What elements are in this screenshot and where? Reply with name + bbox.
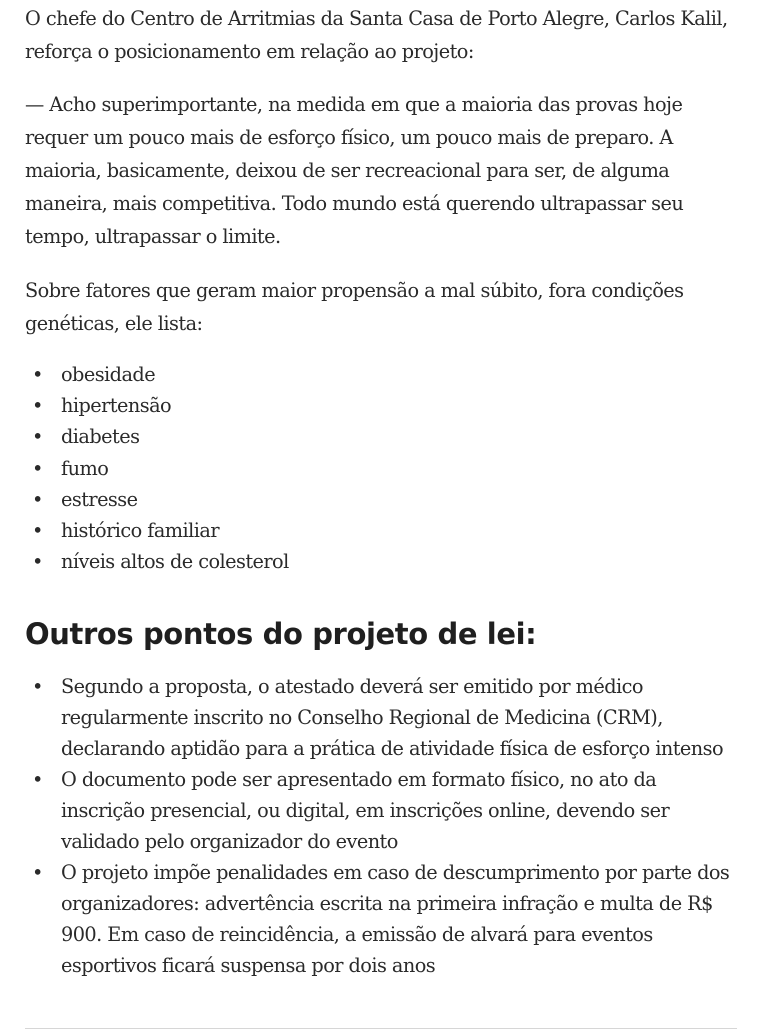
bullet-icon: •: [32, 861, 43, 884]
list-item-text: diabetes: [61, 425, 140, 449]
bullet-icon: •: [32, 425, 43, 449]
list-item-text: obesidade: [61, 363, 156, 386]
list-item-text: O projeto impõe penalidades em caso de descumprimento por parte dos organizadores: advertência escrita na primeira infração e multa de R$ 900. Em caso de reincidência, a emissão de alvará para eventos esportivos ficará suspensa por dois anos: [61, 861, 730, 977]
bullet-icon: •: [32, 456, 43, 480]
bill-points-list: [25, 671, 737, 981]
divider: [25, 1028, 737, 1029]
list-item: [25, 359, 737, 390]
list-item-text: estresse: [61, 487, 138, 511]
section-heading: Outros pontos do projeto de lei:: [25, 617, 537, 651]
bullet-icon: •: [32, 550, 43, 574]
bullet-icon: •: [32, 768, 43, 791]
list-item: [25, 857, 737, 981]
list-item: [25, 421, 737, 452]
bullet-icon: •: [32, 394, 43, 418]
factors-intro-paragraph: Sobre fatores que geram maior propensão a mal súbito, fora condições genéticas, ele lista:: [25, 279, 684, 335]
list-item-text: hipertensão: [61, 394, 172, 418]
list-item: [25, 515, 737, 546]
intro-paragraph: O chefe do Centro de Arritmias da Santa Casa de Porto Alegre, Carlos Kalil, reforça o posicionamento em relação ao projeto:: [25, 7, 728, 63]
list-item: [25, 453, 737, 484]
list-item: [25, 390, 737, 421]
list-item: [25, 671, 737, 764]
quote-paragraph: — Acho superimportante, na medida em que a maioria das provas hoje requer um pouco mais de esforço físico, um pouco mais de preparo. A maioria, basicamente, deixou de ser recreacional para ser, de alguma maneira, mais competitiva. Todo mundo está querendo ultrapassar seu tempo, ultrapassar o limite.: [25, 93, 684, 248]
list-item: [25, 484, 737, 515]
bullet-icon: •: [32, 487, 43, 511]
list-item: [25, 546, 737, 577]
list-item: [25, 764, 737, 857]
list-item-text: Segundo a proposta, o atestado deverá ser emitido por médico regularmente inscrito no Conselho Regional de Medicina (CRM), declarando aptidão para a prática de atividade física de esforço intenso: [61, 675, 724, 760]
risk-factors-list: [25, 359, 737, 577]
list-item-text: níveis altos de colesterol: [61, 550, 289, 574]
bullet-icon: •: [32, 675, 43, 698]
list-item-text: histórico familiar: [61, 519, 219, 543]
bullet-icon: •: [32, 363, 43, 386]
list-item-text: fumo: [61, 456, 109, 480]
list-item-text: O documento pode ser apresentado em formato físico, no ato da inscrição presencial, ou digital, em inscrições online, devendo ser validado pelo organizador do evento: [61, 768, 670, 853]
bullet-icon: •: [32, 519, 43, 543]
